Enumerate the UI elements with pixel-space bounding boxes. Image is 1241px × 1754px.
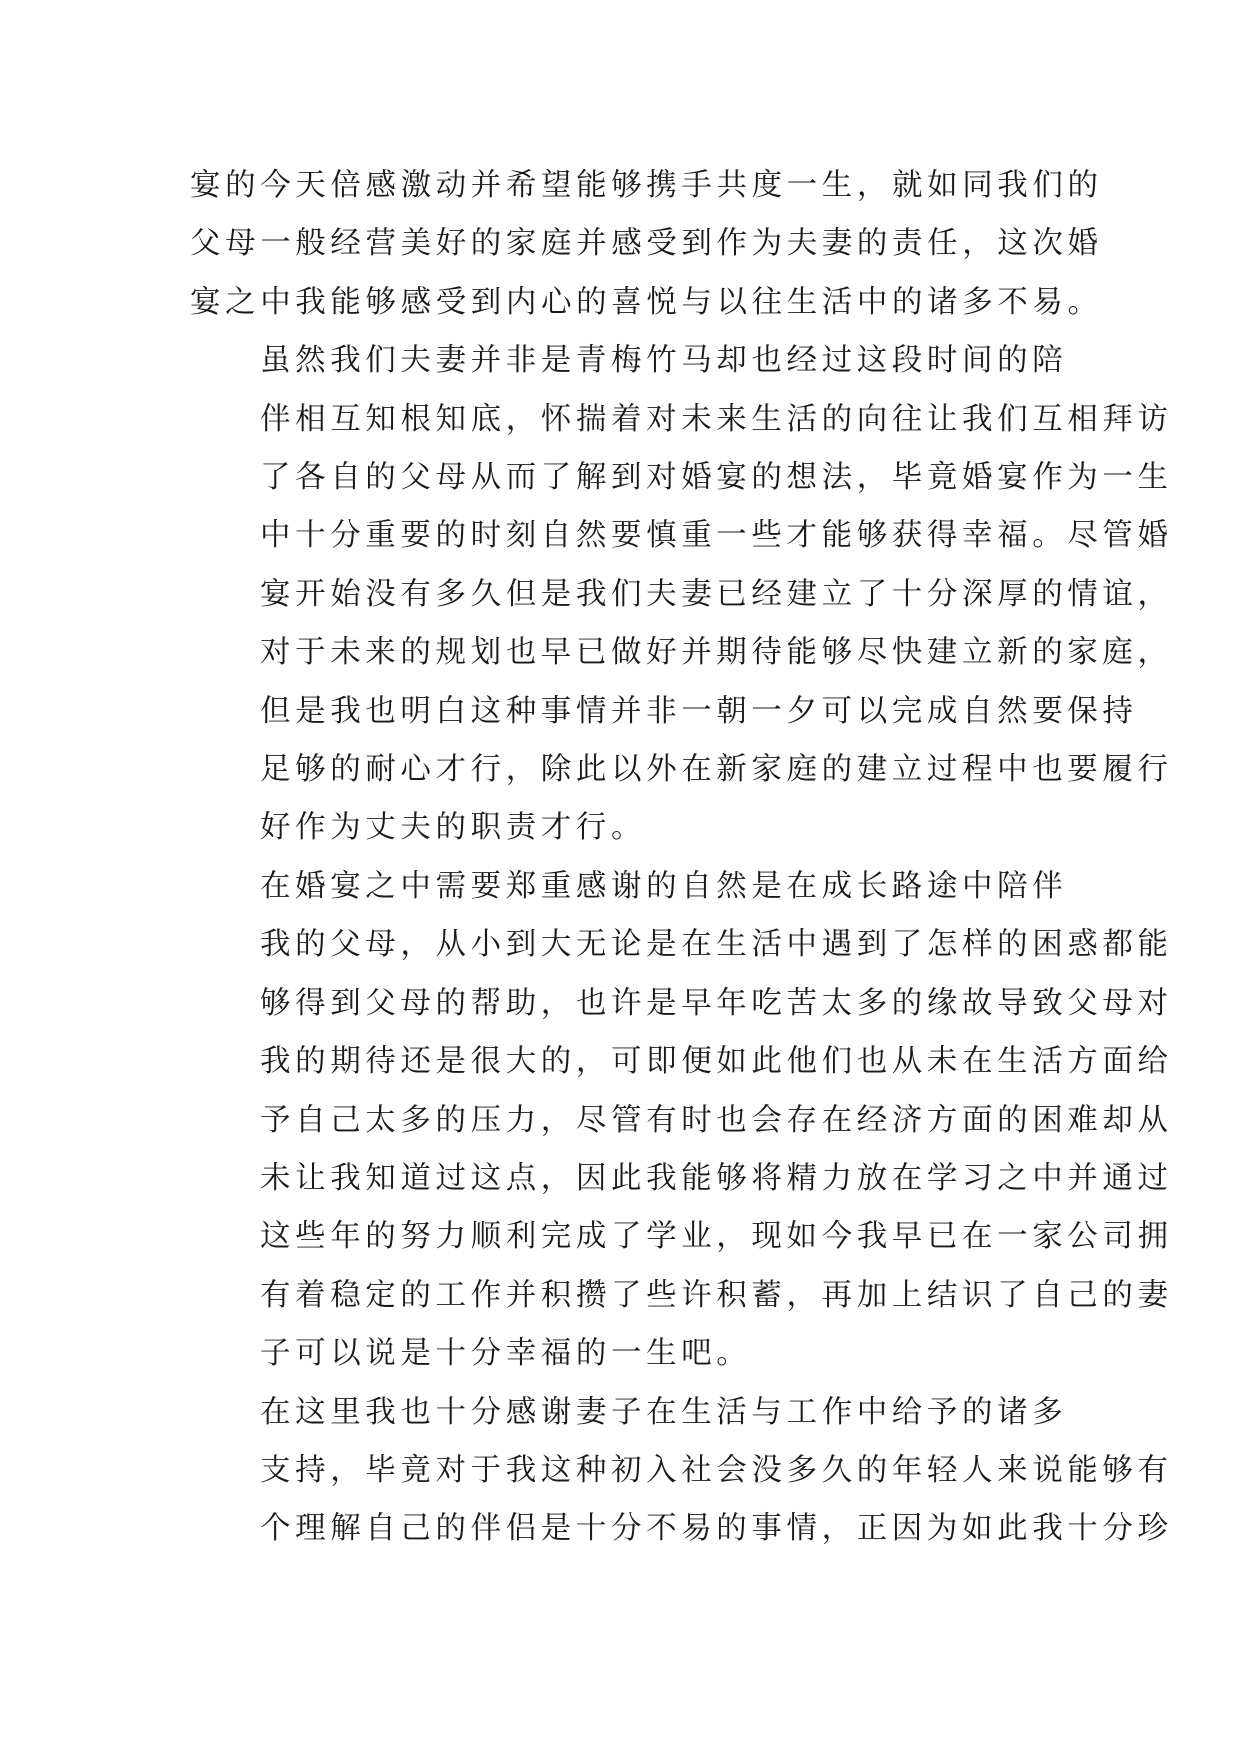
text-line: 未让我知道过这点，因此我能够将精力放在学习之中并通过	[260, 1160, 1173, 1196]
text-line: 宴开始没有多久但是我们夫妻已经建立了十分深厚的情谊，	[260, 576, 1173, 612]
text-line: 伴相互知根知底，怀揣着对未来生活的向往让我们互相拜访	[260, 401, 1173, 437]
text-line: 但是我也明白这种事情并非一朝一夕可以完成自然要保持	[260, 693, 1138, 729]
paragraph-4	[190, 1384, 1173, 1559]
text-line: 我的期待还是很大的，可即便如此他们也从未在生活方面给	[260, 1044, 1173, 1080]
text-line: 虽然我们夫妻并非是青梅竹马却也经过这段时间的陪	[260, 343, 1068, 379]
text-line: 好作为丈夫的职责才行。	[260, 810, 647, 846]
paragraph-3	[190, 858, 1173, 1384]
text-line: 支持，毕竟对于我这种初入社会没多久的年轻人来说能够有	[260, 1452, 1173, 1488]
document-body	[190, 157, 1173, 1559]
text-line: 子可以说是十分幸福的一生吧。	[260, 1336, 752, 1372]
paragraph-1	[190, 157, 1103, 332]
text-line: 宴的今天倍感激动并希望能够携手共度一生，就如同我们的	[190, 168, 1103, 203]
text-line: 够得到父母的帮助，也许是早年吃苦太多的缘故导致父母对	[260, 985, 1173, 1021]
text-line: 中十分重要的时刻自然要慎重一些才能够获得幸福。尽管婚	[260, 518, 1173, 554]
text-line: 有着稳定的工作并积攒了些许积蓄，再加上结识了自己的妻	[260, 1277, 1173, 1313]
text-line: 予自己太多的压力，尽管有时也会存在经济方面的困难却从	[260, 1102, 1173, 1138]
text-line: 这些年的努力顺利完成了学业，现如今我早已在一家公司拥	[260, 1219, 1173, 1255]
text-line: 个理解自己的伴侣是十分不易的事情，正因为如此我十分珍	[260, 1511, 1173, 1547]
text-line: 我的父母，从小到大无论是在生活中遇到了怎样的困惑都能	[260, 927, 1173, 963]
text-line: 对于未来的规划也早已做好并期待能够尽快建立新的家庭，	[260, 635, 1173, 671]
text-line: 宴之中我能够感受到内心的喜悦与以往生活中的诸多不易。	[190, 284, 1103, 320]
text-line: 在婚宴之中需要郑重感谢的自然是在成长路途中陪伴	[260, 868, 1068, 904]
text-line: 父母一般经营美好的家庭并感受到作为夫妻的责任，这次婚	[190, 226, 1103, 262]
text-line: 足够的耐心才行，除此以外在新家庭的建立过程中也要履行	[260, 752, 1173, 788]
paragraph-2	[190, 332, 1173, 858]
text-line: 了各自的父母从而了解到对婚宴的想法，毕竟婚宴作为一生	[260, 460, 1173, 496]
text-line: 在这里我也十分感谢妻子在生活与工作中给予的诸多	[260, 1394, 1068, 1430]
